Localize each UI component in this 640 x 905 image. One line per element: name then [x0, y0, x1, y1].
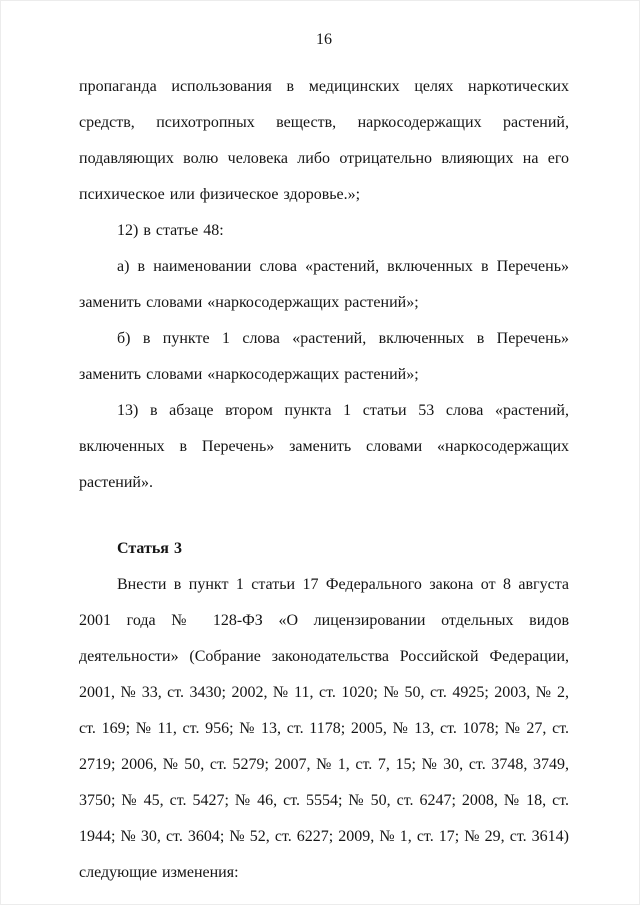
- body-paragraph: пропаганда использования в медицинских целях наркотических средств, психотропных веществ, наркосодержащих растений, подавляющих волю человека либо отрицательно влияющих на его психическое или физическое здоровье.»;: [79, 78, 569, 203]
- page-number: 16: [316, 31, 332, 48]
- body-paragraph: а) в наименовании слова «растений, включенных в Перечень» заменить словами «наркосодержащих растений»;: [79, 258, 569, 311]
- section-heading: Статья 3: [117, 540, 182, 557]
- body-paragraph: 12) в статье 48:: [117, 222, 224, 239]
- body-paragraph: б) в пункте 1 слова «растений, включенных в Перечень» заменить словами «наркосодержащих растений»;: [79, 330, 569, 383]
- body-paragraph: Внести в пункт 1 статьи 17 Федерального закона от 8 августа 2001 года № 128-ФЗ «О лицензировании отдельных видов деятельности» (Собрание законодательства Российской Федерации, 2001, № 33, ст. 3430; 2002, № 11, ст. 1020; № 50, ст. 4925; 2003, № 2, ст. 169; № 11, ст. 956; № 13, ст. 1178; 2005, № 13, ст. 1078; № 27, ст. 2719; 2006, № 50, ст. 5279; 2007, № 1, ст. 7, 15; № 30, ст. 3748, 3749, 3750; № 45, ст. 5427; № 46, ст. 5554; № 50, ст. 6247; 2008, № 18, ст. 1944; № 30, ст. 3604; № 52, ст. 6227; 2009, № 1, ст. 17; № 29, ст. 3614) следующие изменения:: [79, 576, 569, 881]
- body-paragraph: 13) в абзаце втором пункта 1 статьи 53 слова «растений, включенных в Перечень» заменить словами «наркосодержащих растений».: [79, 402, 569, 491]
